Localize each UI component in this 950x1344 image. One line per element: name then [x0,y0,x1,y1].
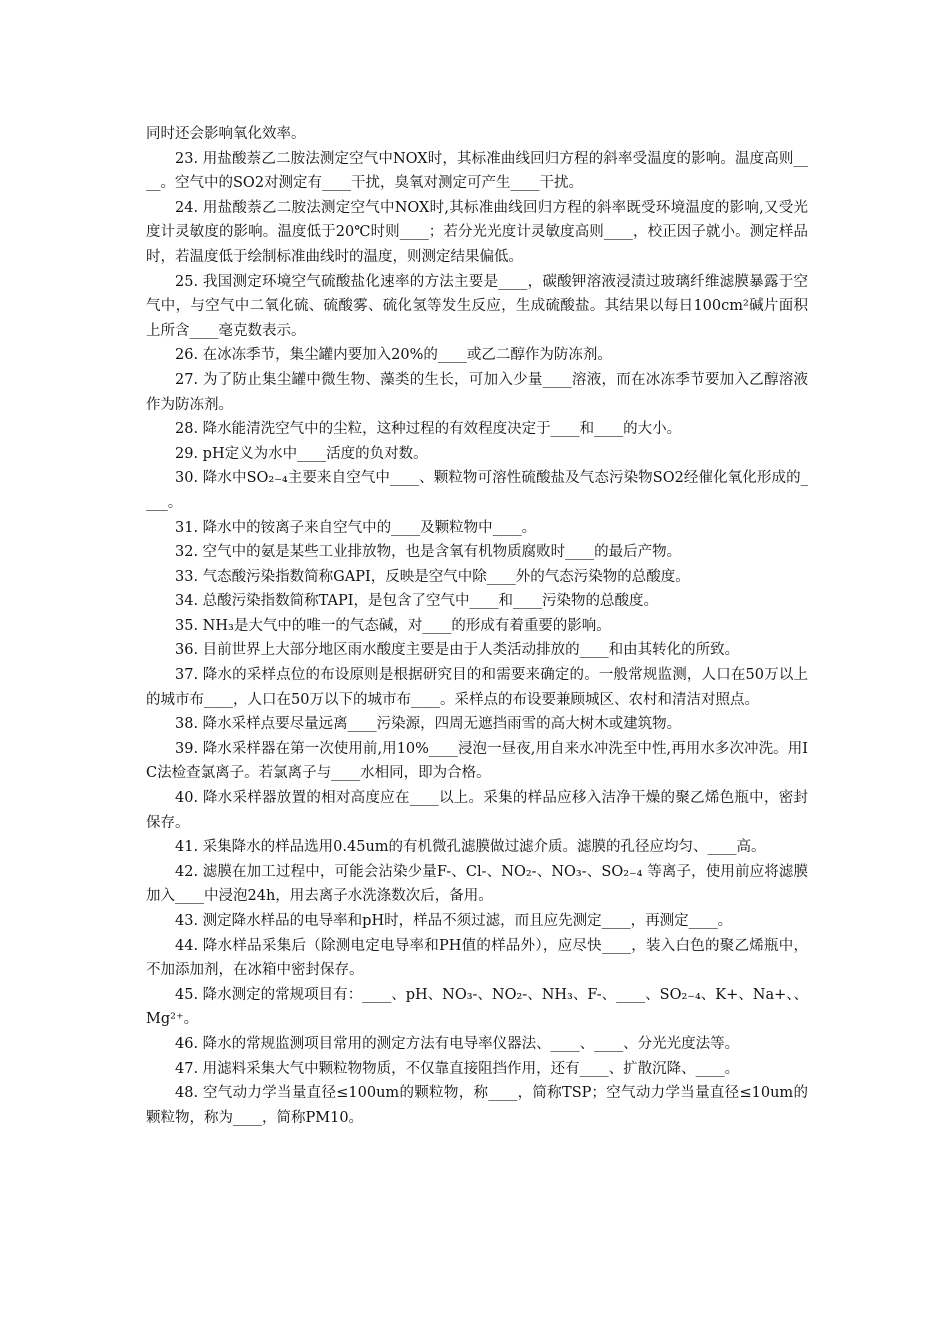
question-43: 43. 测定降水样品的电导率和pH时，样品不须过滤，而且应先测定____，再测定____。 [175,913,733,929]
question-41: 41. 采集降水的样品选用0.45um的有机微孔滤膜做过滤介质。滤膜的孔径应均匀、____高。 [175,839,766,856]
question-27: 27. 为了防止集尘罐中微生物、藻类的生长，可加入少量____溶液，而在冰冻季节要加入乙醇溶液作为防冻剂。 [146,371,808,413]
question-46: 46. 降水的常规监测项目常用的测定方法有电导率仪器法、____、____、分光光度法等。 [175,1035,740,1052]
question-40: 40. 降水采样器放置的相对高度应在____以上。采集的样品应移入洁净干燥的聚乙烯色瓶中，密封保存。 [146,790,808,831]
question-45: 45. 降水测定的常规项目有：____、pH、NO₃-、NO₂-、NH₃、F-、____、SO₂₋₄、K+、Na+、、Mg²⁺。 [146,986,808,1028]
document-page [146,122,808,1130]
question-32: 32. 空气中的氨是某些工业排放物，也是含氧有机物质腐败时____的最后产物。 [175,544,682,561]
question-31: 31. 降水中的铵离子来自空气中的____及颗粒物中____。 [175,519,537,536]
question-30: 30. 降水中SO₂₋₄主要来自空气中____、颗粒物可溶性硫酸盐及气态污染物SO2经催化氧化形成的____。 [146,470,808,511]
question-26: 26. 在冰冻季节，集尘罐内要加入20%的____或乙二醇作为防冻剂。 [175,347,612,364]
question-23: 23. 用盐酸萘乙二胺法测定空气中NOX时，其标准曲线回归方程的斜率受温度的影响。温度高则____。空气中的SO2对测定有____干扰，臭氧对测定可产生____干扰。 [146,150,808,192]
question-37: 37. 降水的采样点位的布设原则是根据研究目的和需要来确定的。一般常规监测，人口在50万以上的城市布____，人口在50万以下的城市布____。采样点的布设要兼顾城区、农村和清洁对照点。 [146,667,808,708]
question-25: 25. 我国测定环境空气硫酸盐化速率的方法主要是____，碳酸钾溶液浸渍过玻璃纤维滤膜暴露于空气中，与空气中二氧化硫、硫酸雾、硫化氢等发生反应，生成硫酸盐。其结果以每日100cm²碱片面积上所含____毫克数表示。 [146,273,808,339]
lead-in-paragraph: 同时还会影响氧化效率。 [146,126,306,142]
question-36: 36. 目前世界上大部分地区雨水酸度主要是由于人类活动排放的____和由其转化的所致。 [175,642,740,659]
question-47: 47. 用滤料采集大气中颗粒物物质，不仅靠直接阻挡作用，还有____、扩散沉降、____。 [175,1060,740,1077]
question-24: 24. 用盐酸萘乙二胺法测定空气中NOX时,其标准曲线回归方程的斜率既受环境温度的影响,又受光度计灵敏度的影响。温度低于20℃时则____；若分光光度计灵敏度高则____，校正因子就小。测定样品时，若温度低于绘制标准曲线时的温度，则测定结果偏低。 [146,199,808,265]
question-35: 35. NH₃是大气中的唯一的气态碱，对____的形成有着重要的影响。 [175,617,611,634]
question-33: 33. 气态酸污染指数简称GAPI，反映是空气中除____外的气态污染物的总酸度。 [175,568,690,585]
question-28: 28. 降水能清洗空气中的尘粒，这种过程的有效程度决定于____和____的大小。 [175,421,682,438]
question-42: 42. 滤膜在加工过程中，可能会沾染少量F-、Cl-、NO₂-、NO₃-、SO₂₋₄ 等离子，使用前应将滤膜加入____中浸泡24h，用去离子水洗涤数次后，备用。 [146,863,808,905]
question-44: 44. 降水样品采集后（除测电定电导率和PH值的样品外），应尽快____，装入白色的聚乙烯瓶中，不加添加剂，在冰箱中密封保存。 [146,937,808,979]
question-48: 48. 空气动力学当量直径≤100um的颗粒物，称____，简称TSP；空气动力学当量直径≤10um的颗粒物，称为____，简称PM10。 [146,1085,808,1126]
question-29: 29. pH定义为水中____活度的负对数。 [175,445,428,462]
question-39: 39. 降水采样器在第一次使用前,用10%____浸泡一昼夜,用自来水冲洗至中性,再用水多次冲洗。用IC法检查氯离子。若氯离子与____水相同，即为合格。 [146,740,808,782]
question-34: 34. 总酸污染指数简称TAPI，是包含了空气中____和____污染物的总酸度。 [175,593,659,610]
question-38: 38. 降水采样点要尽量远离____污染源，四周无遮挡雨雪的高大树木或建筑物。 [175,716,682,733]
